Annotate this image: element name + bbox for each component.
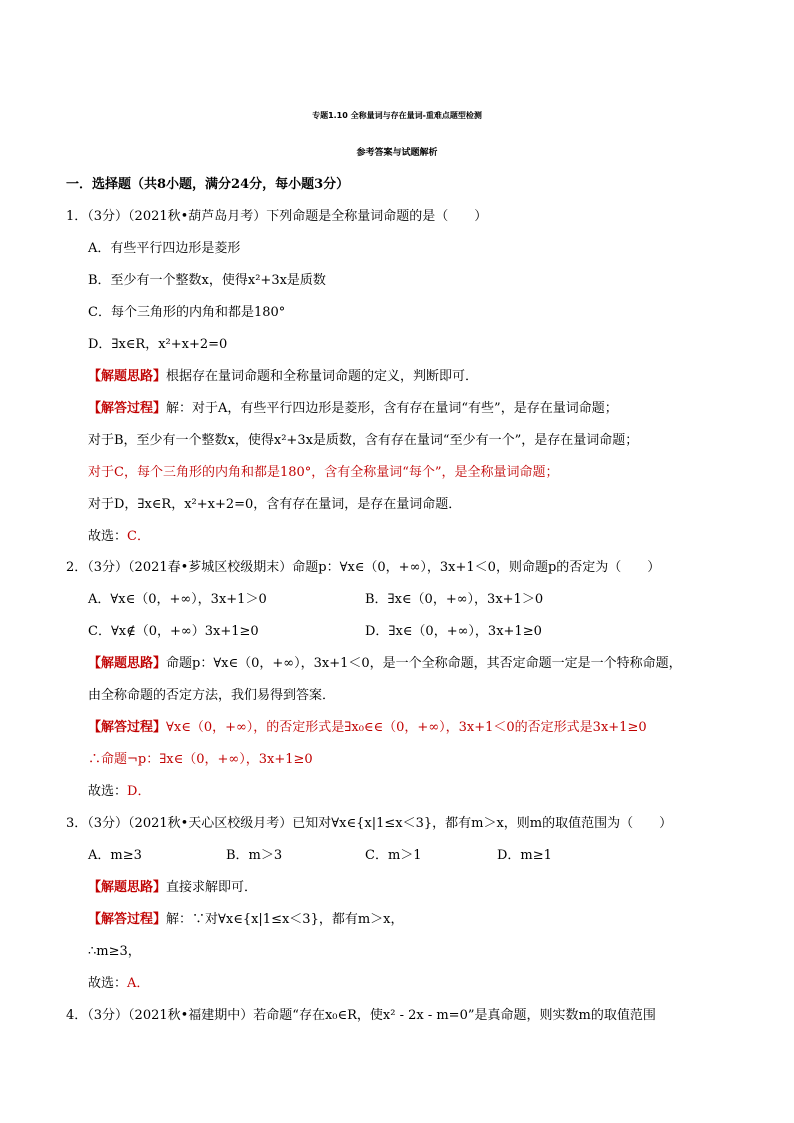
- q3-process-1-text: 解：∵对∀x∈{x|1≤x＜3}，都有m＞x，: [166, 912, 404, 927]
- q2-process-1-text: ∀x∈（0，+∞），的否定形式是∃x₀∈∈（0，+∞），3x+1＜0的否定形式是3x+1≥0: [166, 720, 647, 735]
- q2-idea-1: [88, 655, 682, 673]
- q1-process-1: [88, 400, 618, 418]
- q1-option-c: C．每个三角形的内角和都是180°: [88, 305, 286, 320]
- q2-answer-value: D．: [127, 784, 151, 799]
- q3-idea-text: 直接求解即可．: [166, 880, 258, 895]
- q1-process-2: 对于B，至少有一个整数x，使得x²+3x是质数，含有存在量词“至少有一个”，是存在量词命题；: [88, 433, 639, 448]
- process-tag: 【解答过程】: [88, 720, 167, 735]
- q4-stem: 4．（3分）（2021秋•福建期中）若命题“存在x₀∈R，使x² - 2x - m=0”是真命题，则实数m的取值范围: [66, 1008, 656, 1023]
- q2-option-d: D．∃x∈（0，+∞），3x+1≥0: [365, 624, 542, 639]
- page-subtitle: 参考答案与试题解析: [356, 148, 438, 158]
- idea-tag: 【解题思路】: [88, 656, 167, 671]
- q3-option-a: A．m≥3: [88, 848, 142, 863]
- q2-option-b: B．∃x∈（0，+∞），3x+1＞0: [365, 592, 544, 607]
- answer-prefix: 故选：: [88, 784, 128, 799]
- q2-idea-1-text: 命题p：∀x∈（0，+∞），3x+1＜0，是一个全称命题，其否定命题一定是一个特称命题，: [166, 656, 682, 671]
- idea-tag: 【解题思路】: [88, 369, 167, 384]
- answer-prefix: 故选：: [88, 976, 128, 991]
- q3-process-1: [88, 911, 404, 929]
- q2-process-1: [88, 719, 647, 737]
- q2-option-c: C．∀x∉（0，+∞）3x+1≥0: [88, 624, 259, 639]
- q3-option-b: B．m＞3: [226, 848, 283, 863]
- q1-answer-value: C．: [127, 529, 150, 544]
- q1-answer: [88, 528, 150, 546]
- q2-answer: [88, 783, 150, 801]
- idea-tag: 【解题思路】: [88, 880, 167, 895]
- q2-option-a: A．∀x∈（0，+∞），3x+1＞0: [88, 592, 267, 607]
- answer-prefix: 故选：: [88, 529, 128, 544]
- page-title: 专题1.10 全称量词与存在量词-重难点题型检测: [312, 111, 482, 120]
- q1-stem: 1．（3分）（2021秋•葫芦岛月考）下列命题是全称量词命题的是（ ）: [66, 209, 488, 224]
- q3-idea: [88, 879, 257, 897]
- q3-option-c: C．m＞1: [365, 848, 422, 863]
- section-heading: 一．选择题（共8小题，满分24分，每小题3分）: [66, 177, 350, 192]
- q3-process-2: ∴m≥3，: [88, 944, 141, 959]
- q2-process-2: ∴命题¬p：∃x∈（0，+∞），3x+1≥0: [88, 752, 313, 767]
- q3-answer-value: A．: [127, 976, 150, 991]
- q3-answer: [88, 975, 149, 993]
- q1-idea-text: 根据存在量词命题和全称量词命题的定义，判断即可．: [166, 369, 479, 384]
- q2-stem: 2．（3分）（2021春•芗城区校级期末）命题p：∀x∈（0，+∞），3x+1＜0，则命题p的否定为（ ）: [66, 560, 661, 575]
- q1-option-a: A．有些平行四边形是菱形: [88, 241, 241, 256]
- q2-idea-2: 由全称命题的否定方法，我们易得到答案．: [88, 688, 336, 703]
- q1-process-3: 对于C，每个三角形的内角和都是180°，含有全称量词“每个”，是全称量词命题；: [88, 465, 559, 480]
- q1-process-1-text: 解：对于A，有些平行四边形是菱形，含有存在量词“有些”，是存在量词命题；: [166, 401, 618, 416]
- q1-process-4: 对于D，∃x∈R，x²+x+2=0，含有存在量词，是存在量词命题．: [88, 497, 462, 512]
- process-tag: 【解答过程】: [88, 401, 167, 416]
- q1-idea: [88, 368, 478, 386]
- q1-option-d: D．∃x∈R，x²+x+2=0: [88, 337, 228, 352]
- q1-option-b: B．至少有一个整数x，使得x²+3x是质数: [88, 273, 326, 288]
- q3-option-d: D．m≥1: [497, 848, 552, 863]
- q3-stem: 3．（3分）（2021秋•天心区校级月考）已知对∀x∈{x|1≤x＜3}，都有m＞x，则m的取值范围为（ ）: [66, 816, 673, 831]
- process-tag: 【解答过程】: [88, 912, 167, 927]
